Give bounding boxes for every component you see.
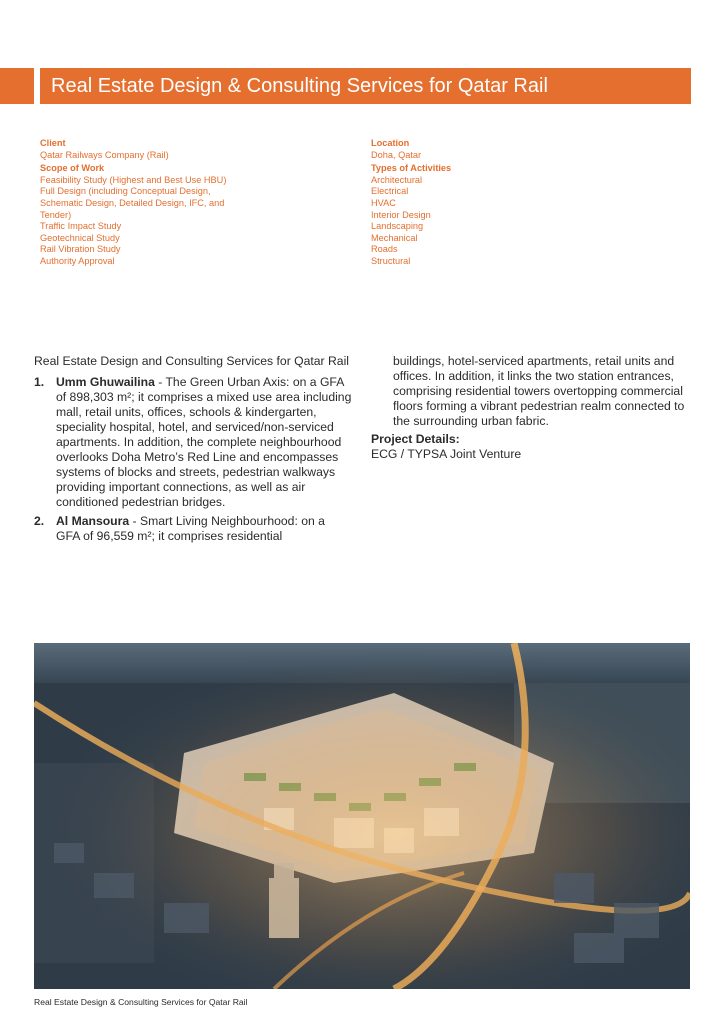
activity-item: Interior Design <box>371 209 431 220</box>
scope-item: Geotechnical Study <box>40 232 120 243</box>
scope-item: Tender) <box>40 209 72 220</box>
body-column-right <box>371 354 686 462</box>
page-title: Real Estate Design & Consulting Services for Qatar Rail <box>40 68 691 104</box>
intro-paragraph: Real Estate Design and Consulting Services for Qatar Rail <box>34 354 349 368</box>
header-accent-block <box>0 68 34 104</box>
project-details-label: Project Details: <box>371 432 460 446</box>
info-column-left <box>40 138 260 268</box>
list-item-umm-ghuwailina <box>34 375 352 510</box>
project-details-value: ECG / TYPSA Joint Venture <box>371 447 522 461</box>
aerial-photo <box>34 643 690 989</box>
scope-item: Authority Approval <box>40 255 115 266</box>
scope-label: Scope of Work <box>40 163 105 174</box>
activity-item: Mechanical <box>371 232 418 243</box>
activities-label: Types of Activities <box>371 163 452 174</box>
aerial-city-illustration <box>34 643 690 989</box>
info-column-right <box>371 138 571 268</box>
list-number: 1. <box>34 375 45 389</box>
activity-item: HVAC <box>371 197 396 208</box>
activity-item: Landscaping <box>371 221 424 232</box>
scope-item: Feasibility Study (Highest and Best Use HBU) <box>40 174 227 185</box>
activity-item: Roads <box>371 244 398 255</box>
item-text: - Smart Living Neighbourhood: on a GFA of 96,559 m²; it comprises residential <box>56 514 325 543</box>
scope-item: Full Design (including Conceptual Design, <box>40 186 211 197</box>
activity-item: Architectural <box>371 174 423 185</box>
client-value: Qatar Railways Company (Rail) <box>40 149 169 160</box>
figure-caption: Real Estate Design & Consulting Services for Qatar Rail <box>34 997 248 1007</box>
scope-list <box>40 175 260 268</box>
activity-item: Structural <box>371 255 411 266</box>
item-continuation: buildings, hotel-serviced apartments, retail units and offices. In addition, it links the two station entrances, comprising residential towers overtopping commercial floors forming a vibrant pedestrian realm connected to the surrounding urban fabric. <box>393 354 685 428</box>
scope-item: Traffic Impact Study <box>40 221 122 232</box>
list-item-al-mansoura <box>34 514 352 544</box>
location-label: Location <box>371 138 410 148</box>
activities-list <box>371 175 571 268</box>
body-column-left <box>34 354 352 548</box>
location-value: Doha, Qatar <box>371 149 422 160</box>
item-name: Al Mansoura <box>56 514 130 528</box>
item-text: - The Green Urban Axis: on a GFA of 898,303 m²; it comprises a mixed use area including mall, retail units, offices, schools & kindergarten, speciality hospital, hotel, and serviced/non-serviced apartments. In addition, the complete neighbourhood overlooks Doha Metro’s Red Line and encompasses systems of blocks and streets, pedestrian walkways providing important connections, as well as air conditioned pedestrian bridges. <box>56 375 352 509</box>
scope-item: Rail Vibration Study <box>40 244 121 255</box>
client-label: Client <box>40 138 66 148</box>
item-name: Umm Ghuwailina <box>56 375 155 389</box>
list-number: 2. <box>34 514 45 528</box>
activity-item: Electrical <box>371 186 409 197</box>
scope-item: Schematic Design, Detailed Design, IFC, and <box>40 197 225 208</box>
